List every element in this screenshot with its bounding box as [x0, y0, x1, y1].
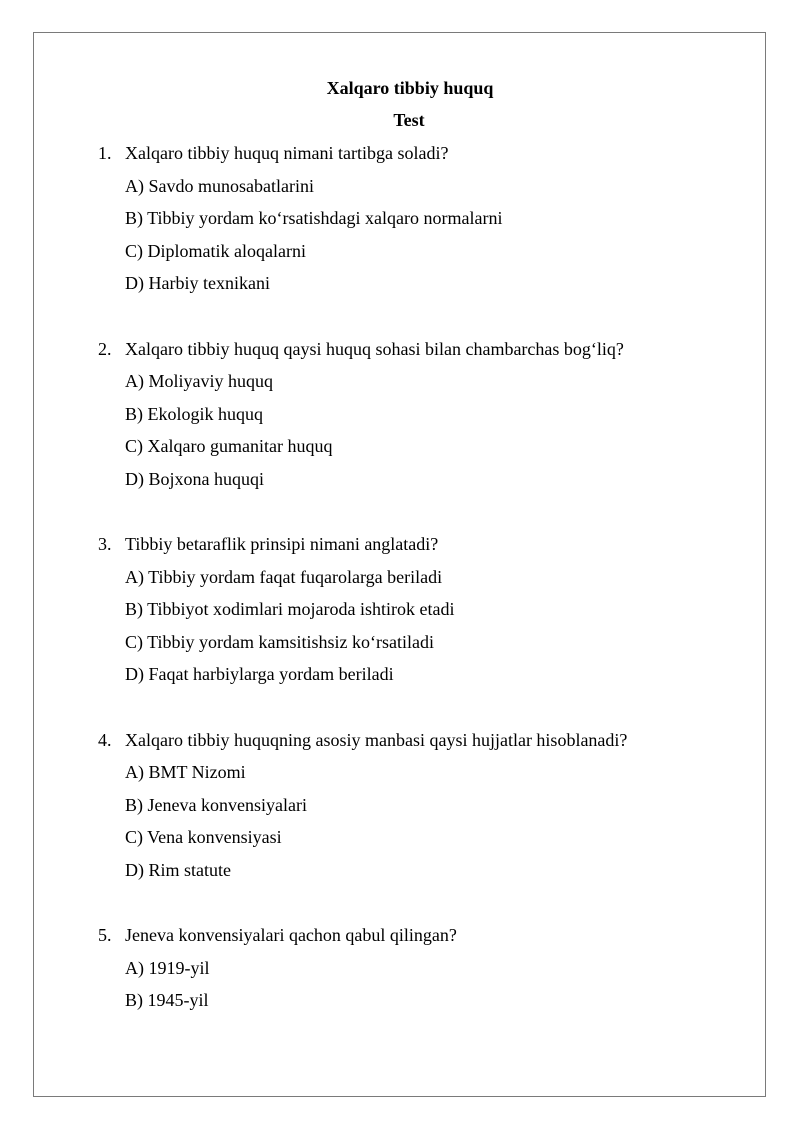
answer-option: B) Jeneva konvensiyalari [125, 794, 307, 815]
question-number: 5. [98, 925, 112, 945]
question-stem [98, 724, 758, 757]
answer-option: C) Diplomatik aloqalarni [125, 240, 306, 261]
question-number: 2. [98, 338, 112, 359]
answer-option: A) BMT Nizomi [125, 762, 246, 782]
answer-option: A) Moliyaviy huquq [125, 371, 273, 391]
question-text: Xalqaro tibbiy huquq nimani tartibga soladi? [125, 143, 449, 163]
answer-option: C) Tibbiy yordam kamsitishsiz ko‘rsatiladi [125, 631, 434, 652]
question-stem [98, 919, 758, 952]
document-subtitle: Test [393, 110, 425, 130]
answer-option: B) 1945-yil [125, 990, 209, 1010]
question-stem [98, 137, 758, 170]
answer-option: C) Xalqaro gumanitar huquq [125, 436, 333, 456]
question-number: 3. [98, 534, 112, 554]
question-stem [98, 528, 758, 561]
question-2 [98, 333, 758, 496]
question-stem [98, 333, 758, 366]
answer-option: D) Faqat harbiylarga yordam beriladi [125, 664, 394, 684]
question-text: Tibbiy betaraflik prinsipi nimani anglatadi? [125, 534, 439, 554]
question-5 [98, 919, 758, 1017]
document-title: Xalqaro tibbiy huquq [326, 78, 494, 98]
question-1 [98, 137, 758, 300]
question-3 [98, 528, 758, 691]
answer-option: A) Tibbiy yordam faqat fuqarolarga beriladi [125, 566, 443, 587]
answer-option: C) Vena konvensiyasi [125, 827, 282, 847]
question-number: 1. [98, 143, 112, 163]
question-list [98, 137, 758, 1050]
answer-option: D) Bojxona huquqi [125, 468, 264, 489]
answer-option: D) Rim statute [125, 859, 231, 880]
question-number: 4. [98, 729, 112, 750]
question-text: Jeneva konvensiyalari qachon qabul qilingan? [125, 925, 457, 945]
question-text: Xalqaro tibbiy huquq qaysi huquq sohasi bilan chambarchas bog‘liq? [125, 338, 624, 359]
document-header [0, 72, 800, 136]
answer-option: B) Tibbiyot xodimlari mojaroda ishtirok etadi [125, 599, 455, 619]
answer-option: A) Savdo munosabatlarini [125, 175, 314, 196]
answer-option: B) Tibbiy yordam ko‘rsatishdagi xalqaro normalarni [125, 208, 503, 228]
question-text: Xalqaro tibbiy huquqning asosiy manbasi qaysi hujjatlar hisoblanadi? [125, 729, 628, 750]
question-4 [98, 724, 758, 887]
answer-option: B) Ekologik huquq [125, 403, 263, 424]
answer-option: A) 1919-yil [125, 957, 210, 978]
answer-option: D) Harbiy texnikani [125, 273, 270, 293]
